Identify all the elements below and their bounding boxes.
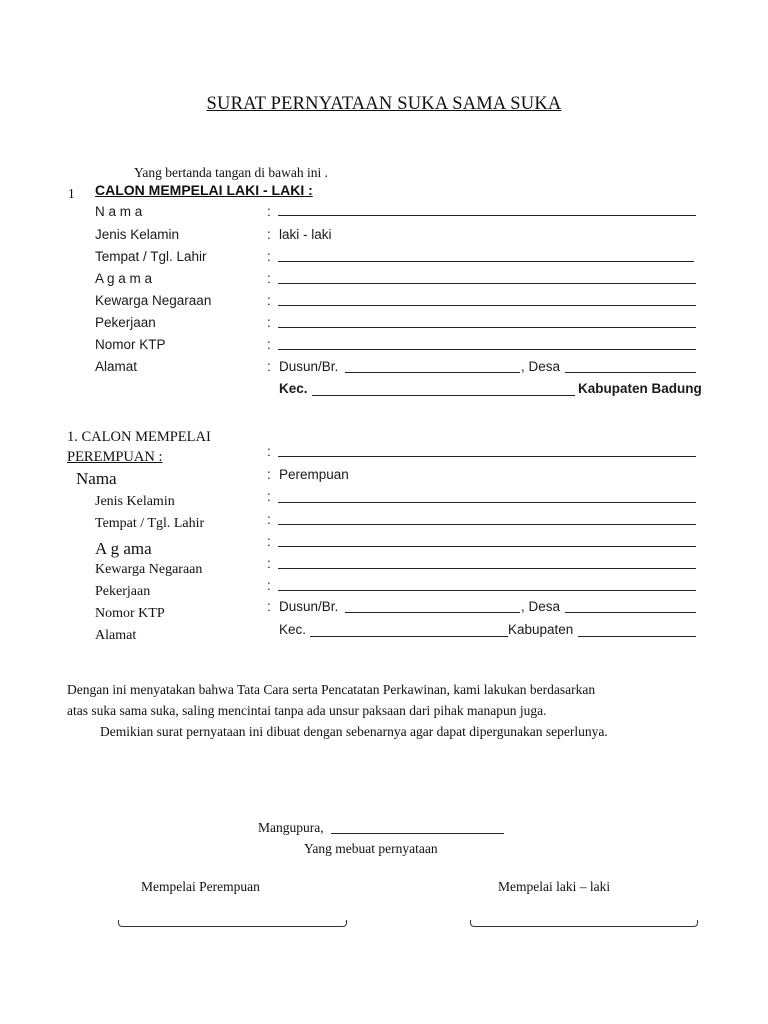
colon: : xyxy=(267,315,271,330)
bride-label-religion: A g ama xyxy=(95,539,152,558)
groom-label-ktp: Nomor KTP xyxy=(95,337,166,352)
bride-signature-field[interactable] xyxy=(118,920,347,927)
colon: : xyxy=(267,204,271,219)
bride-label-nationality: Kewarga Negaraan xyxy=(95,562,203,577)
document-title: SURAT PERNYATAAN SUKA SAMA SUKA xyxy=(206,94,562,114)
statement-line-1: Dengan ini menyatakan bahwa Tata Cara serta Pencatatan Perkawinan, kami lakukan berdasarkan xyxy=(67,682,596,697)
date-field[interactable] xyxy=(331,833,504,834)
section1-number: 1 xyxy=(68,186,75,201)
bride-desa-label: , Desa xyxy=(521,599,561,614)
groom-gender-value: laki - laki xyxy=(279,227,332,242)
colon: : xyxy=(267,467,271,482)
colon: : xyxy=(267,556,271,571)
bride-signature-label: Mempelai Perempuan xyxy=(141,879,260,894)
colon: : xyxy=(267,578,271,593)
bride-desa-field[interactable] xyxy=(565,612,696,613)
closing-statement: Demikian surat pernyataan ini dibuat dengan sebenarnya agar dapat dipergunakan seperlunya. xyxy=(100,724,608,739)
bride-kec-field[interactable] xyxy=(310,636,508,637)
bride-kabupaten-label: Kabupaten xyxy=(508,622,574,637)
statement-line-2: atas suka sama suka, saling mencintai tanpa ada unsur paksaan dari pihak manapun juga. xyxy=(67,703,547,718)
groom-ktp-field[interactable] xyxy=(278,349,696,350)
bride-label-ktp: Nomor KTP xyxy=(95,606,165,621)
intro-text: Yang bertanda tangan di bawah ini . xyxy=(134,165,328,180)
maker-label: Yang mebuat pernyataan xyxy=(304,841,438,856)
colon: : xyxy=(267,359,271,374)
bride-label-name: Nama xyxy=(76,469,117,488)
groom-kec-label: Kec. xyxy=(279,381,308,396)
bride-dusun-label: Dusun/Br. xyxy=(279,599,339,614)
groom-kec-field[interactable] xyxy=(312,395,575,396)
groom-desa-label: , Desa xyxy=(521,359,561,374)
groom-label-nationality: Kewarga Negaraan xyxy=(95,293,212,308)
bride-label-gender: Jenis Kelamin xyxy=(95,494,175,509)
bride-nationality-field[interactable] xyxy=(278,546,696,547)
colon: : xyxy=(267,599,271,614)
colon: : xyxy=(267,534,271,549)
groom-label-religion: A g a m a xyxy=(95,271,153,286)
groom-signature-field[interactable] xyxy=(470,920,698,927)
groom-dusun-field[interactable] xyxy=(345,372,520,373)
bride-religion-field[interactable] xyxy=(278,524,696,525)
place-label: Mangupura, xyxy=(258,820,324,835)
groom-label-address: Alamat xyxy=(95,359,138,374)
groom-name-field[interactable] xyxy=(278,215,696,216)
bride-label-birth: Tempat / Tgl. Lahir xyxy=(95,516,205,531)
colon: : xyxy=(267,271,271,286)
colon: : xyxy=(267,293,271,308)
groom-label-gender: Jenis Kelamin xyxy=(95,227,180,242)
bride-occupation-field[interactable] xyxy=(278,568,696,569)
groom-dusun-label: Dusun/Br. xyxy=(279,359,339,374)
groom-desa-field[interactable] xyxy=(565,372,696,373)
colon: : xyxy=(267,337,271,352)
colon: : xyxy=(267,249,271,264)
groom-occupation-field[interactable] xyxy=(278,327,696,328)
groom-nationality-field[interactable] xyxy=(278,305,696,306)
groom-label-occupation: Pekerjaan xyxy=(95,315,156,330)
section2-heading xyxy=(67,427,211,467)
section1-heading: CALON MEMPELAI LAKI - LAKI : xyxy=(95,182,313,198)
bride-gender-value: Perempuan xyxy=(279,467,349,482)
colon: : xyxy=(267,444,271,459)
colon: : xyxy=(267,512,271,527)
bride-birth-field[interactable] xyxy=(278,502,696,503)
groom-birth-field[interactable] xyxy=(278,261,694,262)
groom-label-name: N a m a xyxy=(95,204,143,219)
bride-kec-label: Kec. xyxy=(279,622,307,637)
groom-signature-label: Mempelai laki – laki xyxy=(498,879,611,894)
bride-kabupaten-field[interactable] xyxy=(578,636,696,637)
section2-heading-line2: PEREMPUAN : xyxy=(67,449,163,465)
groom-kabupaten-label: Kabupaten Badung xyxy=(578,381,702,396)
colon: : xyxy=(267,489,271,504)
bride-name-field[interactable] xyxy=(278,456,696,457)
groom-religion-field[interactable] xyxy=(278,283,696,284)
bride-label-occupation: Pekerjaan xyxy=(95,584,151,599)
groom-label-birth: Tempat / Tgl. Lahir xyxy=(95,249,207,264)
bride-label-address: Alamat xyxy=(95,628,137,643)
bride-dusun-field[interactable] xyxy=(345,612,520,613)
colon: : xyxy=(267,227,271,242)
bride-ktp-field[interactable] xyxy=(278,590,696,591)
section2-heading-line1: 1. CALON MEMPELAI xyxy=(67,429,211,445)
